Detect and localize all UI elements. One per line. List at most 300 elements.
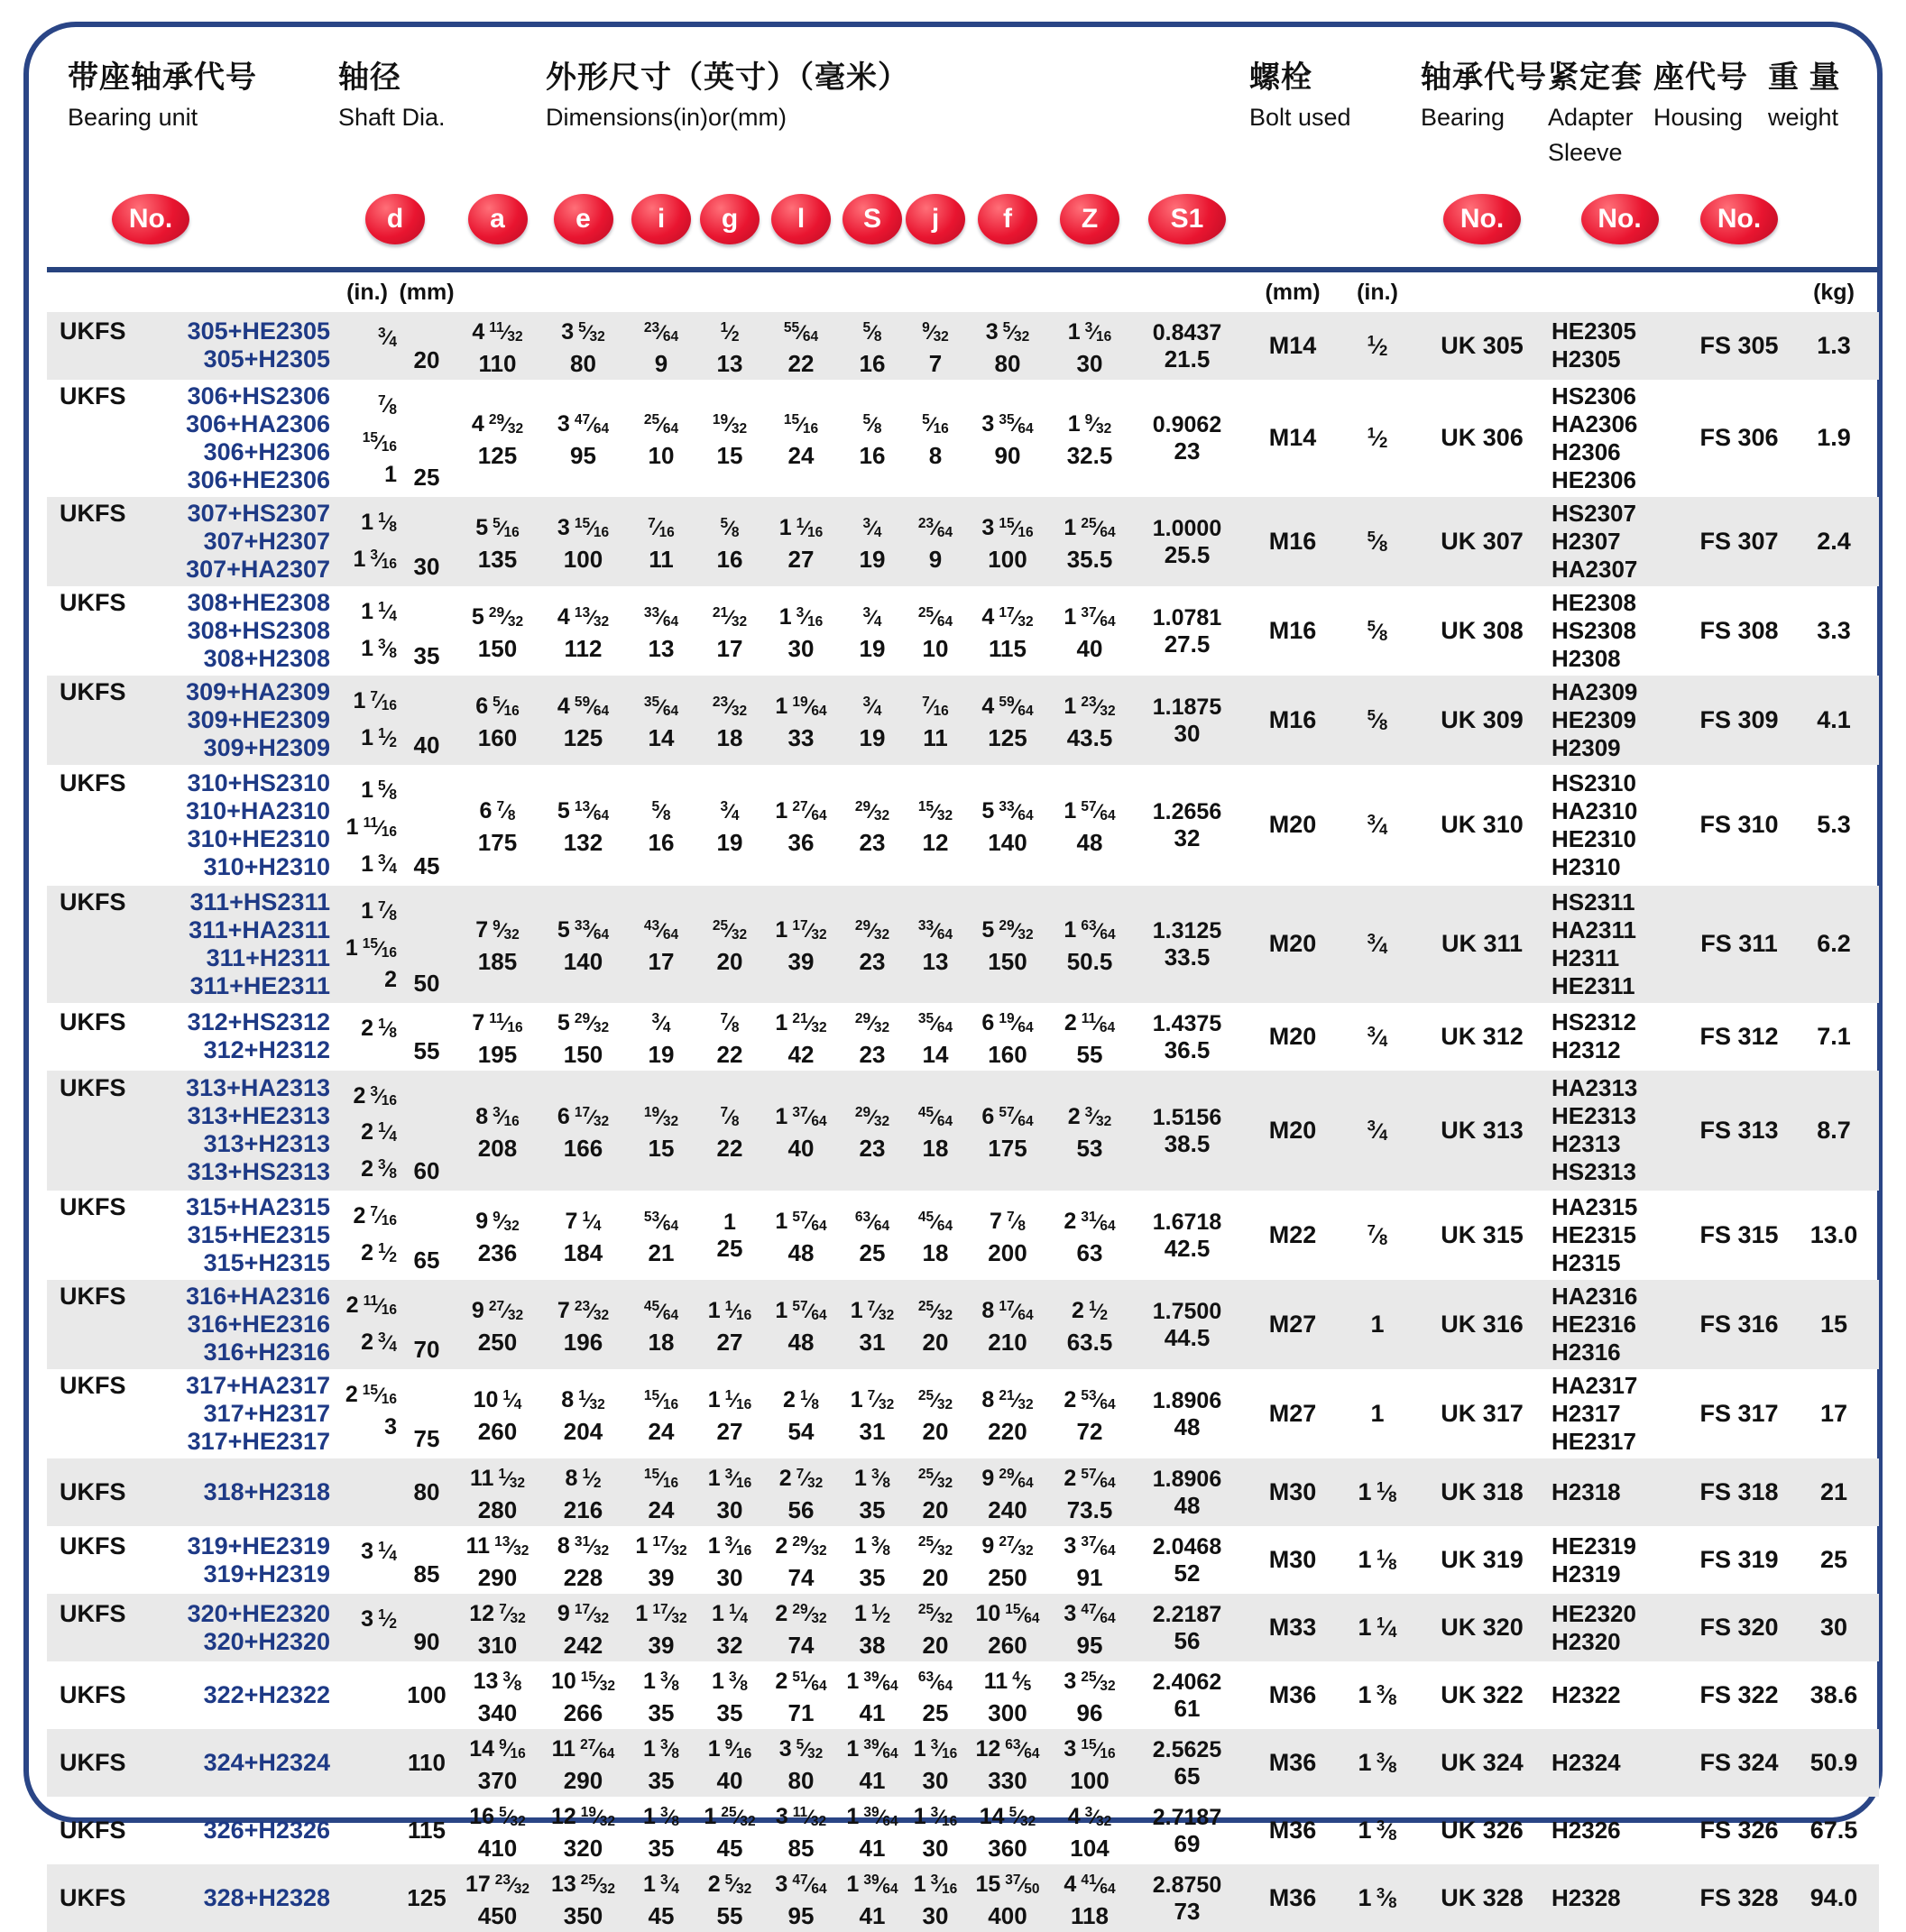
dim-j-in: $^{25}$⁄32 xyxy=(917,1602,953,1626)
model-prefix xyxy=(47,645,139,673)
dim-z-cell xyxy=(1050,886,1129,1003)
dim-e-in: 5 $^{29}$⁄32 xyxy=(557,1009,610,1035)
dim-i-mm: 35 xyxy=(648,1698,675,1726)
dim-a-mm: 310 xyxy=(477,1631,518,1659)
housing-no-value: FS 305 xyxy=(1699,331,1779,359)
model-code: 313+HA2313 xyxy=(186,1074,330,1102)
table-row xyxy=(47,765,1879,886)
bolt-in-value: $^5$⁄8 xyxy=(1367,706,1388,733)
dim-e-in: 3 $^{15}$⁄16 xyxy=(557,515,610,540)
dim-j-in: $^{63}$⁄64 xyxy=(917,1669,953,1694)
dim-a-mm: 208 xyxy=(477,1134,518,1162)
model-prefix xyxy=(47,1036,139,1064)
dim-l-in: 2 $^{29}$⁄32 xyxy=(775,1601,827,1627)
adapter-sleeve-cell xyxy=(1550,1594,1690,1661)
unit-bolt-in: (in.) xyxy=(1357,279,1398,305)
header-shaft-dia-en: Shaft Dia. xyxy=(338,104,446,131)
model-line xyxy=(47,1681,336,1709)
dim-s1-mm: 61 xyxy=(1174,1694,1201,1722)
dim-a-in: 14 $^9$⁄16 xyxy=(469,1735,526,1762)
dim-l-cell xyxy=(763,1864,839,1932)
dim-f-cell xyxy=(965,886,1050,1003)
dim-g-cell xyxy=(696,886,763,1003)
model-cell xyxy=(47,497,336,586)
weight-value: 7.1 xyxy=(1817,1022,1851,1050)
shaft-dia-in-value: 1 $^3$⁄4 xyxy=(361,851,397,877)
dim-g-cell xyxy=(696,1864,763,1932)
weight-cell xyxy=(1789,497,1879,586)
header-bolt-zh: 螺栓 xyxy=(1249,60,1312,95)
weight-value: 8.7 xyxy=(1817,1116,1851,1144)
spec-table xyxy=(47,267,1879,1932)
dim-l-cell xyxy=(763,1369,839,1458)
column-badge-f: f xyxy=(978,194,1037,244)
dim-s-in: 1 $^3$⁄8 xyxy=(854,1533,890,1559)
weight-cell xyxy=(1789,1594,1879,1661)
dim-z-cell xyxy=(1050,1526,1129,1594)
shaft-dia-in-value: 2 $^{11}$⁄16 xyxy=(345,1293,397,1319)
dim-g-in: 1 $^3$⁄16 xyxy=(707,1533,752,1559)
model-cell xyxy=(47,1864,336,1932)
column-badge-j: j xyxy=(906,194,965,244)
dim-j-in: $^{45}$⁄64 xyxy=(917,1210,953,1235)
units-row xyxy=(47,267,1879,312)
header-dimensions-en: Dimensions(in)or(mm) xyxy=(546,104,787,131)
model-line xyxy=(47,916,336,944)
bolt-mm-value: M36 xyxy=(1268,1680,1317,1708)
model-cell xyxy=(47,765,336,886)
bolt-mm-cell xyxy=(1245,1594,1340,1661)
header-bolt-en: Bolt used xyxy=(1249,104,1351,131)
weight-value: 1.3 xyxy=(1817,331,1851,359)
header-housing xyxy=(1653,52,1748,132)
model-code: 307+HA2307 xyxy=(186,555,330,583)
model-code: 324+H2324 xyxy=(203,1748,330,1776)
dim-a-mm: 150 xyxy=(477,634,518,662)
dim-f-in: 9 $^{27}$⁄32 xyxy=(981,1533,1034,1559)
dim-e-in: 6 $^{17}$⁄32 xyxy=(557,1103,610,1129)
model-prefix: UKFS xyxy=(60,1283,126,1311)
shaft-dia-in-value: 3 xyxy=(384,1414,397,1440)
dim-j-cell xyxy=(906,312,965,380)
dim-l-mm: 30 xyxy=(787,634,815,662)
dim-z-cell xyxy=(1050,1864,1129,1932)
housing-no-cell xyxy=(1690,497,1789,586)
adapter-sleeve-value: H2307 xyxy=(1552,527,1621,555)
dim-g-cell xyxy=(696,1661,763,1729)
dim-a-in: 5 $^{29}$⁄32 xyxy=(471,604,524,630)
dim-j-in: $^{45}$⁄64 xyxy=(917,1104,953,1129)
bearing-no-value: UK 313 xyxy=(1441,1116,1524,1144)
unit-bolt-mm: (mm) xyxy=(1265,279,1321,305)
dim-l-mm: 39 xyxy=(787,948,815,976)
dim-g-mm: 25 xyxy=(716,1235,743,1263)
dim-j-mm: 8 xyxy=(928,442,943,470)
shaft-dia-in-value: 1 $^5$⁄8 xyxy=(361,777,397,803)
model-prefix: UKFS xyxy=(60,677,126,705)
adapter-sleeve-value: H2310 xyxy=(1552,852,1621,880)
dim-f-mm: 240 xyxy=(988,1496,1027,1524)
model-line xyxy=(47,1102,336,1130)
dim-z-mm: 73.5 xyxy=(1066,1496,1113,1524)
dim-z-cell xyxy=(1050,586,1129,676)
dim-s-cell xyxy=(839,1594,906,1661)
dim-z-mm: 63.5 xyxy=(1066,1329,1113,1357)
dim-e-cell xyxy=(540,676,626,765)
model-prefix xyxy=(47,1560,139,1588)
shaft-dia-mm-cell xyxy=(399,1369,455,1458)
model-prefix xyxy=(47,528,139,556)
dim-s1-cell xyxy=(1129,1729,1245,1797)
model-line xyxy=(47,678,336,706)
bearing-no-value: UK 316 xyxy=(1441,1311,1524,1339)
dim-s-mm: 35 xyxy=(859,1496,886,1524)
model-code: 307+HS2307 xyxy=(187,499,330,527)
dim-j-mm: 18 xyxy=(922,1239,949,1267)
dim-i-mm: 35 xyxy=(648,1766,675,1794)
shaft-dia-mm-cell xyxy=(399,1729,455,1797)
dim-f-mm: 150 xyxy=(988,948,1027,976)
dim-a-mm: 125 xyxy=(477,442,518,470)
dim-a-cell xyxy=(455,1594,540,1661)
shaft-dia-mm-cell xyxy=(399,312,455,380)
bearing-no-value: UK 319 xyxy=(1441,1546,1524,1574)
dim-f-in: 8 $^{21}$⁄32 xyxy=(981,1387,1034,1413)
shaft-dia-mm-value: 20 xyxy=(413,345,440,373)
dim-g-in: 1 xyxy=(723,1210,736,1236)
dim-s1-in: 0.9062 xyxy=(1152,412,1222,438)
dim-l-mm: 40 xyxy=(787,1134,815,1162)
model-prefix xyxy=(47,944,139,972)
adapter-sleeve-value: HA2310 xyxy=(1552,796,1638,824)
bearing-no-cell xyxy=(1414,1864,1550,1932)
housing-no-value: FS 308 xyxy=(1699,616,1779,644)
adapter-sleeve-cell xyxy=(1550,1369,1690,1458)
dim-s1-in: 2.8750 xyxy=(1152,1872,1222,1898)
dim-a-mm: 195 xyxy=(477,1040,518,1068)
bolt-in-value: 1 $^1$⁄4 xyxy=(1358,1614,1397,1642)
dim-i-cell xyxy=(626,497,696,586)
dim-e-cell xyxy=(540,380,626,497)
adapter-sleeve-value: HS2311 xyxy=(1552,888,1635,915)
dim-j-in: $^{25}$⁄32 xyxy=(917,1299,953,1324)
model-prefix: UKFS xyxy=(60,1372,126,1400)
adapter-sleeve-value: HE2319 xyxy=(1552,1532,1636,1559)
model-prefix xyxy=(47,345,139,373)
dim-g-cell xyxy=(696,1594,763,1661)
dim-i-in: 1 $^{17}$⁄32 xyxy=(635,1601,687,1627)
dim-s-mm: 23 xyxy=(859,1040,886,1068)
housing-no-value: FS 316 xyxy=(1699,1311,1779,1339)
dim-g-mm: 55 xyxy=(716,1901,743,1929)
dim-s-cell xyxy=(839,586,906,676)
dim-a-mm: 280 xyxy=(477,1496,518,1524)
bolt-in-value: $^7$⁄8 xyxy=(1367,1221,1388,1249)
shaft-dia-in-cell xyxy=(336,586,399,676)
dim-i-cell xyxy=(626,1729,696,1797)
dim-e-in: 3 $^{47}$⁄64 xyxy=(557,411,610,437)
model-line xyxy=(47,589,336,617)
badge-slot xyxy=(1443,194,1521,244)
table-row xyxy=(47,1864,1879,1932)
housing-no-value: FS 311 xyxy=(1700,930,1778,958)
dim-l-in: 3 $^{11}$⁄32 xyxy=(775,1803,827,1829)
dim-s-cell xyxy=(839,1458,906,1526)
dim-l-mm: 27 xyxy=(787,545,815,573)
shaft-dia-mm-value: 125 xyxy=(407,1883,447,1911)
dim-s1-mm: 44.5 xyxy=(1164,1324,1211,1352)
shaft-dia-mm-value: 115 xyxy=(408,1816,446,1844)
model-code: 306+HS2306 xyxy=(187,382,330,409)
dim-l-cell xyxy=(763,886,839,1003)
dim-l-in: 1 $^{57}$⁄64 xyxy=(775,1298,827,1324)
weight-cell xyxy=(1789,1369,1879,1458)
dim-i-mm: 21 xyxy=(648,1239,675,1267)
bolt-in-value: $^3$⁄4 xyxy=(1367,1117,1388,1144)
bearing-no-cell xyxy=(1414,1071,1550,1191)
housing-no-value: FS 322 xyxy=(1699,1680,1779,1708)
shaft-dia-in-cell xyxy=(336,380,399,497)
dim-a-mm: 135 xyxy=(477,545,518,573)
bolt-mm-value: M30 xyxy=(1268,1546,1317,1574)
badge-slot xyxy=(843,194,902,244)
shaft-dia-in-cell xyxy=(336,497,399,586)
dim-s-in: 1 $^1$⁄2 xyxy=(854,1601,890,1627)
model-prefix xyxy=(47,1400,139,1428)
dim-j-cell xyxy=(906,1280,965,1369)
table-row xyxy=(47,1797,1879,1864)
weight-value: 3.3 xyxy=(1817,616,1851,644)
adapter-sleeve-value: H2312 xyxy=(1552,1036,1621,1064)
dim-f-cell xyxy=(965,312,1050,380)
bolt-in-cell xyxy=(1340,1369,1414,1458)
header-adapter-en: Adapter xyxy=(1548,104,1634,131)
bolt-in-value: $^3$⁄4 xyxy=(1367,811,1388,839)
dim-i-in: $^{15}$⁄16 xyxy=(643,1467,679,1492)
dim-e-in: 4 $^{59}$⁄64 xyxy=(557,694,610,719)
dim-j-mm: 30 xyxy=(922,1901,949,1929)
dim-f-in: 5 $^{33}$⁄64 xyxy=(981,798,1034,824)
bolt-mm-value: M27 xyxy=(1268,1311,1317,1339)
bolt-mm-value: M16 xyxy=(1268,527,1317,555)
dim-f-mm: 210 xyxy=(988,1329,1027,1357)
dim-z-cell xyxy=(1050,1661,1129,1729)
dim-i-cell xyxy=(626,1003,696,1071)
bearing-no-cell xyxy=(1414,497,1550,586)
dim-g-cell xyxy=(696,676,763,765)
dim-a-cell xyxy=(455,1729,540,1797)
dim-f-cell xyxy=(965,676,1050,765)
model-prefix xyxy=(47,1130,139,1158)
shaft-dia-in-value: 1 $^7$⁄8 xyxy=(361,897,397,924)
model-code: 309+HA2309 xyxy=(186,677,330,705)
bearing-no-cell xyxy=(1414,586,1550,676)
dim-j-cell xyxy=(906,1864,965,1932)
dim-s1-cell xyxy=(1129,1369,1245,1458)
housing-no-cell xyxy=(1690,1729,1789,1797)
dim-e-mm: 320 xyxy=(563,1834,603,1862)
dim-e-in: 10 $^{15}$⁄32 xyxy=(550,1669,616,1695)
dim-i-in: 1 $^3$⁄8 xyxy=(643,1735,679,1762)
dim-s-in: 1 $^3$⁄8 xyxy=(854,1466,890,1492)
model-line xyxy=(47,1008,336,1036)
adapter-sleeve-value: HE2305 xyxy=(1552,317,1636,345)
dim-s-in: 1 $^{39}$⁄64 xyxy=(846,1669,898,1695)
dim-g-in: 2 $^5$⁄32 xyxy=(707,1871,752,1897)
dim-s1-mm: 56 xyxy=(1174,1627,1201,1655)
dim-z-mm: 53 xyxy=(1076,1134,1103,1162)
model-line xyxy=(47,1560,336,1588)
model-code: 312+H2312 xyxy=(203,1036,330,1064)
model-line xyxy=(47,1193,336,1221)
dim-i-cell xyxy=(626,1280,696,1369)
dim-f-cell xyxy=(965,1864,1050,1932)
shaft-dia-in-cell xyxy=(336,312,399,380)
adapter-sleeve-value: HE2315 xyxy=(1552,1221,1636,1249)
model-code: 311+HS2311 xyxy=(189,888,330,915)
dim-l-cell xyxy=(763,1526,839,1594)
model-line xyxy=(47,1221,336,1249)
shaft-dia-in-cell xyxy=(336,886,399,1003)
dim-g-mm: 45 xyxy=(716,1834,743,1862)
model-code: 309+H2309 xyxy=(203,733,330,761)
dim-j-cell xyxy=(906,1594,965,1661)
dim-g-cell xyxy=(696,1797,763,1864)
dim-z-cell xyxy=(1050,497,1129,586)
dim-j-cell xyxy=(906,1797,965,1864)
adapter-sleeve-value: HA2307 xyxy=(1552,555,1638,583)
model-cell xyxy=(47,1071,336,1191)
adapter-sleeve-value: HE2306 xyxy=(1552,465,1636,493)
model-prefix xyxy=(47,410,139,438)
shaft-dia-mm-cell xyxy=(399,586,455,676)
dim-i-mm: 35 xyxy=(648,1834,675,1862)
dim-g-mm: 16 xyxy=(716,545,743,573)
dim-g-in: $^7$⁄8 xyxy=(720,1104,740,1129)
dim-e-in: 11 $^{27}$⁄64 xyxy=(551,1735,615,1762)
bolt-in-value: $^3$⁄4 xyxy=(1367,1022,1388,1050)
dim-f-in: 4 $^{17}$⁄32 xyxy=(981,604,1034,630)
dim-s-in: $^3$⁄4 xyxy=(862,515,882,540)
dim-s-mm: 23 xyxy=(859,1134,886,1162)
housing-no-cell xyxy=(1690,1458,1789,1526)
bolt-in-cell xyxy=(1340,312,1414,380)
adapter-sleeve-value: HA2306 xyxy=(1552,409,1638,437)
dim-i-cell xyxy=(626,1594,696,1661)
dim-g-mm: 35 xyxy=(716,1698,743,1726)
dim-s1-cell xyxy=(1129,1280,1245,1369)
shaft-dia-mm-cell xyxy=(399,1661,455,1729)
model-code: 317+HA2317 xyxy=(186,1372,330,1400)
dim-z-cell xyxy=(1050,312,1129,380)
dim-j-in: 1 $^3$⁄16 xyxy=(913,1803,958,1829)
adapter-sleeve-cell xyxy=(1550,1864,1690,1932)
model-code: 308+HS2308 xyxy=(187,616,330,644)
model-line xyxy=(47,438,336,466)
weight-cell xyxy=(1789,312,1879,380)
adapter-sleeve-value: H2328 xyxy=(1552,1883,1621,1911)
bolt-mm-cell xyxy=(1245,1864,1340,1932)
bolt-in-cell xyxy=(1340,1526,1414,1594)
model-prefix xyxy=(47,825,139,853)
model-code: 305+H2305 xyxy=(203,345,330,373)
bolt-mm-cell xyxy=(1245,1280,1340,1369)
bolt-in-value: $^1$⁄2 xyxy=(1367,332,1388,359)
bolt-mm-cell xyxy=(1245,1797,1340,1864)
weight-value: 94.0 xyxy=(1809,1883,1858,1911)
dim-f-cell xyxy=(965,765,1050,886)
dim-j-cell xyxy=(906,1369,965,1458)
dim-e-mm: 112 xyxy=(564,634,603,662)
dim-l-mm: 48 xyxy=(787,1329,815,1357)
dim-f-cell xyxy=(965,1191,1050,1280)
dim-l-cell xyxy=(763,676,839,765)
dim-s-mm: 19 xyxy=(859,634,886,662)
housing-no-cell xyxy=(1690,312,1789,380)
dim-z-in: 4 $^3$⁄32 xyxy=(1067,1803,1112,1829)
dim-s1-cell xyxy=(1129,1003,1245,1071)
dim-e-mm: 100 xyxy=(563,545,603,573)
model-prefix: UKFS xyxy=(60,1193,126,1221)
dim-g-cell xyxy=(696,1369,763,1458)
model-prefix: UKFS xyxy=(60,1532,126,1559)
dim-f-in: 8 $^{17}$⁄64 xyxy=(981,1298,1034,1324)
dim-a-in: 6 $^7$⁄8 xyxy=(479,798,516,824)
dim-j-mm: 9 xyxy=(928,545,943,573)
model-line xyxy=(47,382,336,410)
dim-a-in: 17 $^{23}$⁄32 xyxy=(465,1871,530,1897)
dim-i-mm: 16 xyxy=(648,829,675,857)
column-badge-d: d xyxy=(365,194,425,244)
column-badge-no: No. xyxy=(1581,194,1659,244)
dim-j-mm: 20 xyxy=(922,1631,949,1659)
shaft-dia-in-value: 1 $^3$⁄16 xyxy=(353,546,397,572)
shaft-dia-mm-cell xyxy=(399,1594,455,1661)
shaft-dia-mm-cell xyxy=(399,1191,455,1280)
dim-s1-in: 2.4062 xyxy=(1152,1669,1222,1695)
dim-s-mm: 41 xyxy=(859,1834,886,1862)
dim-e-in: 5 $^{33}$⁄64 xyxy=(557,917,610,943)
dim-e-mm: 290 xyxy=(563,1766,603,1794)
shaft-dia-in-cell xyxy=(336,1280,399,1369)
dim-l-mm: 42 xyxy=(787,1040,815,1068)
adapter-sleeve-value: HE2309 xyxy=(1552,705,1636,733)
adapter-sleeve-value: H2308 xyxy=(1552,644,1621,672)
dim-l-in: 1 $^{17}$⁄32 xyxy=(775,917,827,943)
model-prefix xyxy=(47,916,139,944)
dim-s-in: 1 $^7$⁄32 xyxy=(850,1298,895,1324)
table-header xyxy=(0,52,1906,188)
dim-g-in: $^{21}$⁄32 xyxy=(712,604,748,630)
bearing-no-cell xyxy=(1414,1797,1550,1864)
dim-z-cell xyxy=(1050,1071,1129,1191)
dim-g-cell xyxy=(696,1458,763,1526)
shaft-dia-in-cell xyxy=(336,1864,399,1932)
dim-g-cell xyxy=(696,1526,763,1594)
shaft-dia-mm-cell xyxy=(399,1280,455,1369)
dim-s1-in: 1.3125 xyxy=(1152,918,1222,944)
dim-s1-in: 2.0468 xyxy=(1152,1534,1222,1560)
dim-s1-mm: 73 xyxy=(1174,1897,1201,1925)
model-code: 306+HE2306 xyxy=(187,465,330,493)
dim-f-in: 7 $^7$⁄8 xyxy=(990,1209,1026,1235)
bolt-mm-value: M36 xyxy=(1268,1748,1317,1776)
model-code: 318+H2318 xyxy=(203,1478,330,1506)
dim-s1-in: 1.8906 xyxy=(1152,1467,1222,1493)
housing-no-cell xyxy=(1690,1003,1789,1071)
shaft-dia-mm-value: 40 xyxy=(413,731,440,759)
dim-f-cell xyxy=(965,586,1050,676)
